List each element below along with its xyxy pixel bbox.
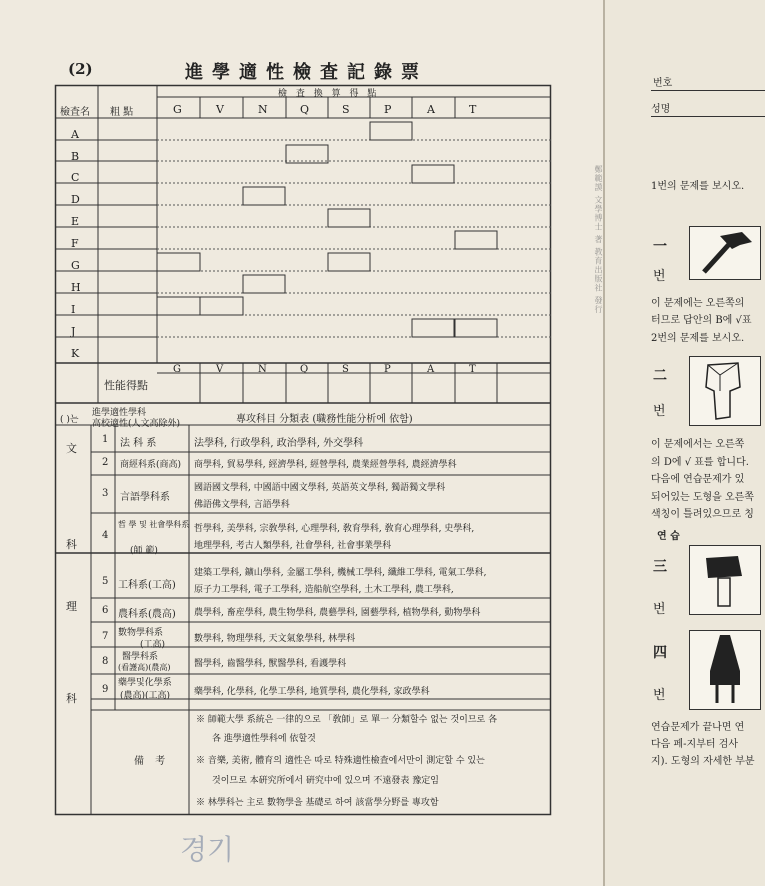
ability-letter-V: V <box>216 364 224 375</box>
science-label-2: 科 <box>66 692 77 705</box>
text-p5: 다음에 연습문제가 있 <box>651 474 745 485</box>
letter-T: T <box>469 103 477 116</box>
science-label: 理 <box>66 600 77 613</box>
right-page <box>594 0 765 886</box>
number-underline <box>651 90 765 91</box>
practice-label: 연 습 <box>657 531 680 542</box>
hammer-figure <box>689 226 761 280</box>
row-label-H: H <box>71 281 81 294</box>
ability-letter-P: P <box>384 364 391 375</box>
item-no-4: 4 <box>102 530 109 541</box>
row-label-D: D <box>71 193 80 206</box>
row-label-G: G <box>71 259 80 272</box>
item-no-8: 8 <box>102 656 109 667</box>
item-subjects-7: 數學科, 物理學科, 天文氣象學科, 林學科 <box>194 634 356 644</box>
question-1: 1번의 문제를 보시오. <box>651 181 745 192</box>
item-subjects-3b: 佛語佛文學科, 言語學科 <box>194 500 290 510</box>
stamp-figure <box>689 545 761 615</box>
text-p9: 다음 페-지부터 검사 <box>651 739 739 750</box>
item-subjects-4b: 地理學科, 考古人類學科, 社會學科, 社會事業學科 <box>194 541 392 551</box>
ability-letter-T: T <box>469 364 476 375</box>
num-2a: 二 <box>653 368 667 384</box>
num-4a: 四 <box>653 645 667 661</box>
text-p7: 색칭이 틀려있으므로 칭 <box>651 509 754 520</box>
item-subjects-5: 建築工學科, 鑛山學科, 金屬工學科, 機械工學科, 纖維工學科, 電氣工學科, <box>194 568 487 578</box>
ability-score-label: 性能得點 <box>104 379 148 392</box>
handwriting-mark: 경기 <box>180 833 235 866</box>
text-p1: 이 문제에는 오른쪽의 <box>651 298 745 309</box>
item-no-5: 5 <box>102 576 109 587</box>
name-label: 성명 <box>651 104 671 115</box>
item-name-6: 農科系(農高) <box>118 609 176 620</box>
item-subjects-6: 農學科, 畜産學科, 農生物學科, 農藝學科, 園藝學科, 植物學科, 動物學科 <box>194 608 481 618</box>
item-name-1: 法 科 系 <box>120 438 157 449</box>
page-title: 進學適性檢査記錄票 <box>185 62 428 83</box>
col-header-name: 檢査名 <box>60 107 90 118</box>
col-header-converted: 檢 査 換 算 得 點 <box>278 89 380 99</box>
item-no-6: 6 <box>102 605 109 616</box>
num-4b: 번 <box>653 688 666 703</box>
item-no-2: 2 <box>102 457 109 468</box>
row-label-C: C <box>71 171 80 184</box>
remark-line-3: ※ 音樂, 美術, 體育의 適性은 따로 特殊適性檢査에서만이 測定할 수 있는 <box>196 756 485 766</box>
remark-line-4: 것이므로 本硏究所에서 硏究中에 있으며 不遠發表 豫定임 <box>212 776 439 786</box>
letter-N: N <box>258 103 268 116</box>
remark-line-5: ※ 林學科는 主로 數物學을 基礎로 하여 該當學分野를 專攻함 <box>196 798 439 808</box>
record-table-lines <box>55 85 551 815</box>
letter-Q: Q <box>300 103 310 116</box>
num-1b: 번 <box>653 269 666 284</box>
item-name-5: 工科系(工高) <box>118 580 176 591</box>
item-name-4: 哲 學 및 社會學科系 <box>118 520 190 529</box>
ability-letter-A: A <box>427 364 435 375</box>
row-label-F: F <box>71 237 79 250</box>
letter-G: G <box>173 103 182 116</box>
item-subjects-3: 國語國文學科, 中國語中國文學科, 英語英文學科, 獨語獨文學科 <box>194 483 446 493</box>
item-name-3: 言語學科系 <box>120 492 170 503</box>
table2-mark: ( )는 <box>60 415 79 425</box>
item-name-9b: (農高)(工高) <box>120 691 171 701</box>
item-no-9: 9 <box>102 684 109 695</box>
item-no-3: 3 <box>102 488 109 499</box>
liberal-arts-label: 文 <box>66 442 77 455</box>
item-name-8b: (看護高)(農高) <box>118 663 171 672</box>
item-no-1: 1 <box>102 434 109 445</box>
item-name-7b: (工高) <box>140 640 166 650</box>
letter-V: V <box>216 103 224 116</box>
ability-letter-S: S <box>342 364 349 375</box>
item-subjects-2: 商學科, 貿易學科, 經濟學科, 經營學科, 農業經營學科, 農經濟學科 <box>194 460 457 470</box>
row-label-A: A <box>71 128 79 141</box>
text-p2: 터므로 답안의 B에 √표 <box>651 315 752 326</box>
num-2b: 번 <box>653 404 666 419</box>
row-label-B: B <box>71 150 80 163</box>
row-label-K: K <box>71 347 80 360</box>
remark-line-1: ※ 師範大學 系統은 一律的으로 「敎師」로 單一 分類할수 없는 것이므로 各 <box>196 715 498 725</box>
row-label-E: E <box>71 215 80 228</box>
table2-head-line2: 高校適性(人文高除外) <box>92 419 181 429</box>
remarks-label: 備 考 <box>134 756 170 767</box>
ability-letter-N: N <box>258 364 267 375</box>
plug-figure <box>689 630 761 710</box>
ability-letter-Q: Q <box>300 364 309 375</box>
page-number: (2) <box>68 60 93 78</box>
number-label: 번호 <box>653 78 673 89</box>
item-name-9: 藥學및化學系 <box>118 678 172 688</box>
num-3b: 번 <box>653 602 666 617</box>
text-p6: 되어있는 도형을 오른쪽 <box>651 492 754 503</box>
num-3a: 三 <box>653 559 667 575</box>
text-p3: 이 문제에서는 오른쪽 <box>651 439 745 450</box>
col-header-raw-score: 粗 點 <box>110 107 134 118</box>
block-figure <box>689 356 761 426</box>
liberal-arts-label-2: 科 <box>66 538 77 551</box>
text-p8: 연습문제가 끝나면 연 <box>651 722 745 733</box>
row-label-I: I <box>71 303 76 316</box>
ability-letter-G: G <box>173 364 181 375</box>
num-1a: 一 <box>653 239 667 255</box>
table2-head-right: 專攻科目 分類表 (職務性能分析에 依함) <box>236 414 413 425</box>
item-name-4b: (師 範) <box>130 546 158 556</box>
item-no-7: 7 <box>102 631 109 642</box>
vertical-note: 鄭範謨 文學博士 著 教育出版社 發行 <box>594 165 603 315</box>
text-p4: 의 D에 √ 표를 합니다. <box>651 457 749 468</box>
letter-S: S <box>342 103 350 116</box>
item-name-7: 數物學科系 <box>118 628 164 638</box>
item-name-8: 醫學科系 <box>122 652 159 662</box>
text-p10: 지). 도형의 자세한 부분 <box>651 756 755 767</box>
letter-P: P <box>384 103 392 116</box>
row-label-J: J <box>71 325 76 338</box>
item-subjects-1: 法學科, 行政學科, 政治學科, 外交學科 <box>194 438 364 449</box>
item-subjects-4: 哲學科, 美學科, 宗敎學科, 心理學科, 敎育學科, 敎育心理學科, 史學科, <box>194 524 475 534</box>
item-name-2: 商經科系(商高) <box>120 460 182 470</box>
table2-head-line1: 進學適性學科 <box>92 408 147 418</box>
item-subjects-8: 醫學科, 齒醫學科, 獸醫學科, 看護學科 <box>194 659 347 669</box>
item-subjects-9: 藥學科, 化學科, 化學工學科, 地質學科, 農化學科, 家政學科 <box>194 687 430 697</box>
item-subjects-5b: 原子力工學科, 電子工學科, 造船航空學科, 土木工學科, 農工學科, <box>194 585 454 595</box>
name-underline <box>651 116 765 117</box>
letter-A: A <box>427 103 435 116</box>
remark-line-2: 各 進學適性學科에 依할것 <box>212 734 316 744</box>
question-2: 2번의 문제를 보시오. <box>651 333 745 344</box>
